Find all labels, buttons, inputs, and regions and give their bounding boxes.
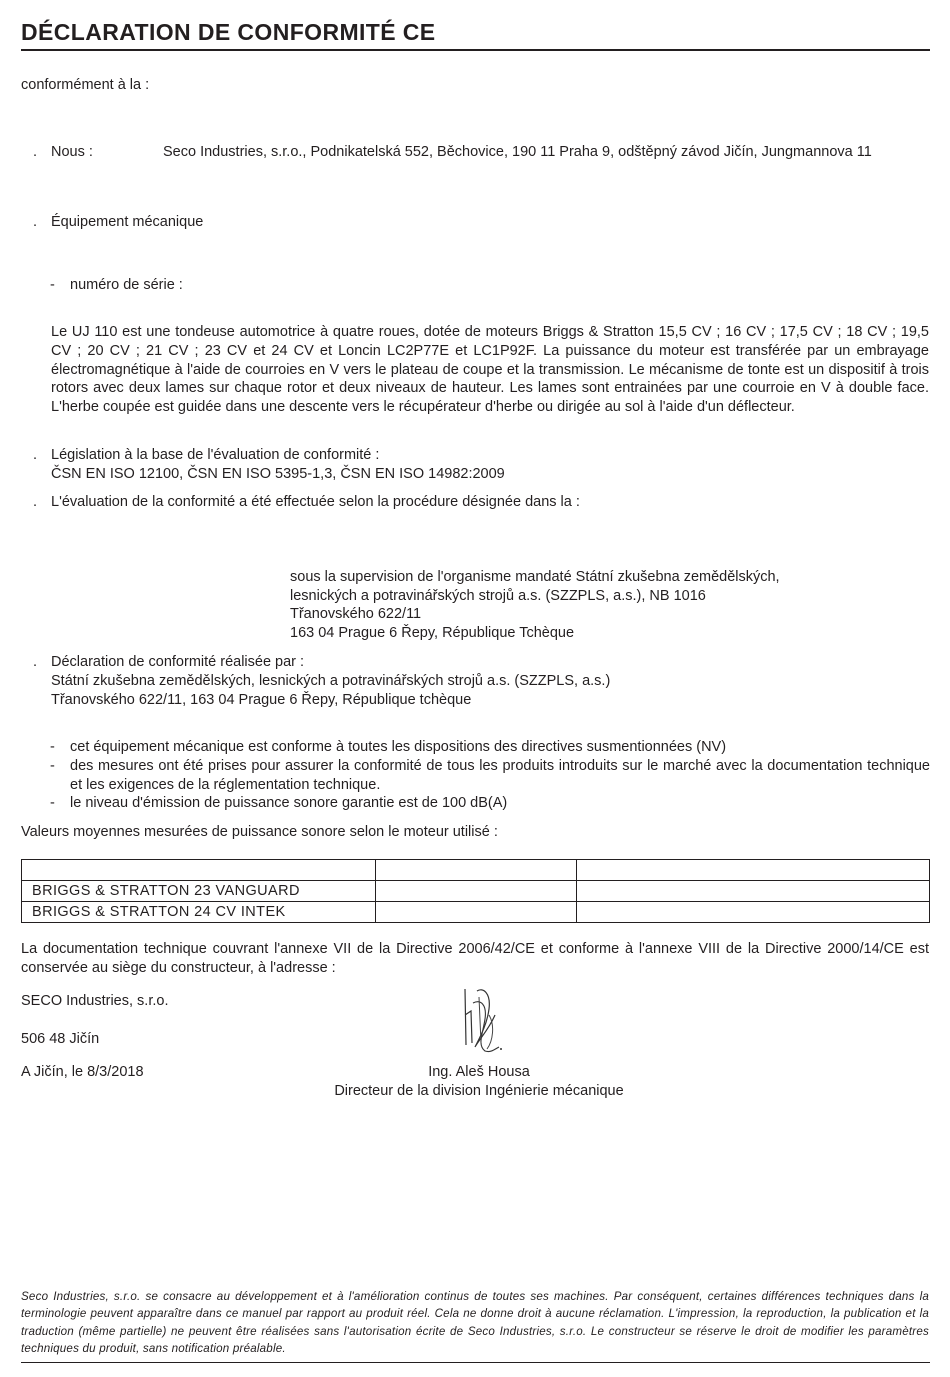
bullet-mark: . [32,494,38,510]
table-cell: BRIGGS & STRATTON 23 VANGUARD [22,881,376,902]
table-cell [376,860,577,881]
declaration-line: Státní zkušebna zemědělských, lesnických a potravinářských strojů a.s. (SZZPLS, a.s.) [51,673,611,689]
statement-item: le niveau d'émission de puissance sonore garantie est de 100 dB(A) [70,795,508,811]
signatory-role: Directeur de la division Ingénierie mécanique [334,1083,624,1099]
dash-mark: - [50,277,55,293]
table-cell: BRIGGS & STRATTON 24 CV INTEK [22,902,376,923]
dash-mark: - [50,739,55,755]
bullet-mark: . [32,214,38,230]
legislation-label: Législation à la base de l'évaluation de conformité : [51,447,380,463]
noise-table-caption: Valeurs moyennes mesurées de puissance sonore selon le moteur utilisé : [21,824,498,840]
dash-mark: - [50,795,55,811]
footer-disclaimer: Seco Industries, s.r.o. se consacre au développement et à l'amélioration continus de toutes ses machines. Par conséquent, certaines différences techniques dans la terminologie peuvent apparaître dans ce manuel par rapport au produit réel. Cela ne donne droit à aucune réclamation. L'impression, la reproduction, la publication et la traduction (même partielle) ne peuvent être réalisées sans l'autorisation écrite de Seco Industries, s.r.o. Le constructeur se réserve le droit de modifier les paramètres techniques du produit, sans notification préalable. [21,1290,929,1355]
statement-item: cet équipement mécanique est conforme à toutes les dispositions des directives susmentionnées (NV) [70,739,727,755]
table-cell [577,881,930,902]
nous-label: Nous : [51,144,93,160]
declaration-line: Třanovského 622/11, 163 04 Prague 6 Řepy, République tchèque [51,692,472,708]
supervision-line: 163 04 Prague 6 Řepy, République Tchèque [290,625,575,641]
table-cell [577,860,930,881]
description-paragraph: Le UJ 110 est une tondeuse automotrice à quatre roues, dotée de moteurs Briggs & Stratton 15,5 CV ; 16 CV ; 17,5 CV ; 18 CV ; 19,5 CV ; 20 CV ; 21 CV ; 23 CV et 24 CV et Loncin LC2P77E et LC1P92F. La puissance du moteur est transférée par un embrayage électromagnétique à l'aide de courroies en V vers le plateau de coupe et la transmission. Le mécanisme de tonte est un dispositif à trois rotors avec deux lames sur chaque rotor et deux niveaux de hauteur. Les lames sont entrainées par une courroie en V à double face. L'herbe coupée est guidée dans une descente vers le récupérateur d'herbe ou dirigée au sol à l'aide d'un déflecteur. [51,324,929,416]
intro-text: conformément à la : [21,77,150,93]
bullet-mark: . [32,654,38,670]
evaluation-label: L'évaluation de la conformité a été effectuée selon la procédure désignée dans la : [51,494,580,510]
place-date: A Jičín, le 8/3/2018 [21,1064,144,1080]
equipment-label: Équipement mécanique [51,214,204,230]
signature-image [455,985,515,1057]
table-row [22,860,930,881]
legislation-value: ČSN EN ISO 12100, ČSN EN ISO 5395-1,3, ČSN EN ISO 14982:2009 [51,466,505,482]
dash-mark: - [50,758,55,774]
serial-label: numéro de série : [70,277,183,293]
table-cell [577,902,930,923]
bullet-mark: . [32,144,38,160]
footer-rule [21,1362,930,1363]
supervision-line: sous la supervision de l'organisme mandaté Státní zkušebna zemědělských, [290,569,780,585]
title-rule [21,49,930,51]
table-cell [376,902,577,923]
company-city: 506 48 Jičín [21,1031,100,1047]
noise-table [21,859,930,923]
page-title: DÉCLARATION DE CONFORMITÉ CE [21,19,436,45]
company-name: SECO Industries, s.r.o. [21,993,169,1009]
table-row [22,902,930,923]
nous-value: Seco Industries, s.r.o., Podnikatelská 552, Běchovice, 190 11 Praha 9, odštěpný závod Jičín, Jungmannova 11 [163,144,872,160]
supervision-line: Třanovského 622/11 [290,606,422,622]
supervision-line: lesnických a potravinářských strojů a.s. (SZZPLS, a.s.), NB 1016 [290,588,706,604]
bullet-mark: . [32,447,38,463]
documentation-paragraph: La documentation technique couvrant l'annexe VII de la Directive 2006/42/CE et conforme à l'annexe VIII de la Directive 2000/14/CE est conservée au siège du constructeur, à l'adresse : [21,941,929,976]
table-row [22,881,930,902]
declaration-label: Déclaration de conformité réalisée par : [51,654,305,670]
signatory-name: Ing. Aleš Housa [428,1064,530,1080]
table-cell [22,860,376,881]
table-cell [376,881,577,902]
statement-item: des mesures ont été prises pour assurer la conformité de tous les produits introduits sur le marché avec la documentation technique et les exigences de la réglementation technique. [70,758,930,793]
